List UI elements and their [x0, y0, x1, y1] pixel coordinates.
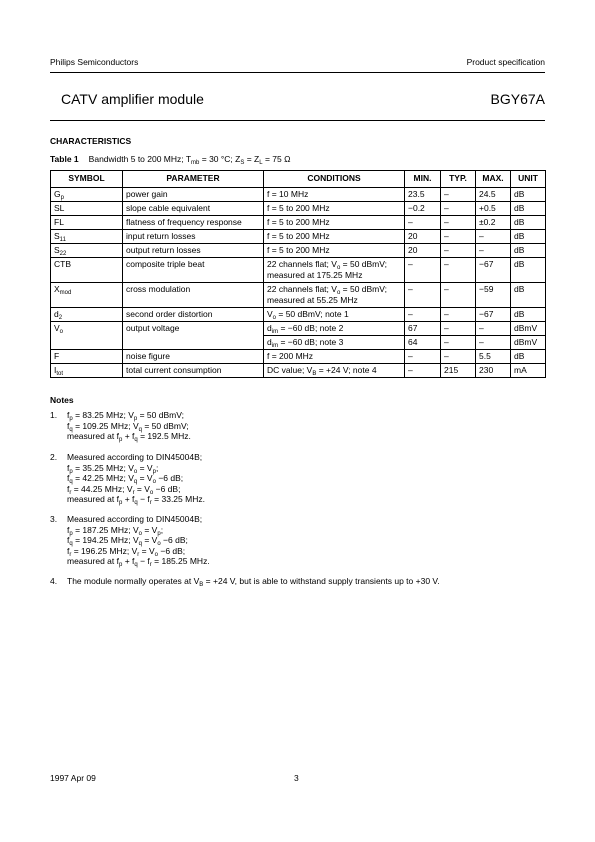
note-line: $f_r = 44.25$ MHz; $V_r = V_o -6$ dB;: [67, 483, 181, 496]
cell-symbol: CTB: [51, 258, 123, 283]
cell-min: 67: [405, 322, 441, 336]
note-body: [67, 410, 191, 442]
note-body: [67, 452, 205, 505]
cell-max: –: [476, 244, 511, 258]
note-line: The module normally operates at $V_B = +24$ V, but is able to withstand supply transients up to +30 V.: [67, 576, 440, 588]
cell-symbol: F: [51, 350, 123, 364]
cell-typ: –: [441, 258, 476, 283]
cell-typ: –: [441, 308, 476, 322]
subscript: r: [132, 489, 135, 496]
cell-unit: mA: [511, 364, 546, 378]
cell-symbol: $V_o$: [51, 322, 123, 336]
subscript: B: [199, 582, 204, 588]
cell-conditions: DC value; $V_B = +24$ V; note 4: [264, 364, 405, 378]
subscript: p: [69, 468, 73, 475]
cell-parameter: flatness of frequency response: [123, 216, 264, 230]
cell-parameter: composite triple beat: [123, 258, 264, 283]
cell-unit: dB: [511, 216, 546, 230]
cell-unit: dB: [511, 258, 546, 283]
note-line: Measured according to DIN45004B;: [67, 514, 203, 524]
cell-max: −67: [476, 258, 511, 283]
cell-unit: dBmV: [511, 322, 546, 336]
subscript: 22: [59, 251, 67, 257]
notes-title: Notes: [50, 395, 74, 405]
col-header: MIN.: [405, 171, 441, 188]
cell-parameter: slope cable equivalent: [123, 202, 264, 216]
subscript: q: [134, 562, 138, 568]
note-body: [67, 514, 210, 567]
cell-min: −0.2: [405, 202, 441, 216]
note-line: measured at $f_p + f_q - f_r = 185.25$ MHz.: [67, 556, 210, 568]
cell-max: –: [476, 336, 511, 350]
subscript: o: [154, 551, 158, 558]
cell-min: –: [405, 283, 441, 308]
cell-conditions: $V_o = 50$ dBmV; note 1: [264, 308, 405, 322]
subscript: o: [59, 329, 64, 335]
cell-conditions: 22 channels flat; $V_o = 50$ dBmV; measured at 175.25 MHz: [264, 258, 405, 283]
cell-max: −59: [476, 283, 511, 308]
subscript: q: [69, 541, 73, 547]
cell-max: –: [476, 322, 511, 336]
cell-conditions: f = 10 MHz: [264, 188, 405, 202]
cell-typ: –: [441, 244, 476, 258]
cell-typ: –: [441, 230, 476, 244]
cell-symbol: $G_p$: [51, 188, 123, 202]
table-row: [51, 258, 546, 283]
document-title: CATV amplifier module: [61, 91, 204, 107]
subscript: p: [118, 500, 123, 506]
subscript: r: [69, 551, 72, 558]
subscript: q: [69, 426, 73, 433]
cell-typ: 215: [441, 364, 476, 378]
cell-conditions: f = 5 to 200 MHz: [264, 244, 405, 258]
subscript: q: [138, 426, 142, 433]
note-item: [50, 452, 545, 505]
note-line: $f_q = 42.25$ MHz; $V_q = V_o -6$ dB;: [67, 473, 184, 485]
subscript: p: [118, 562, 123, 568]
cell-min: 64: [405, 336, 441, 350]
subscript: o: [133, 468, 138, 475]
cell-unit: dB: [511, 230, 546, 244]
cell-symbol: SL: [51, 202, 123, 216]
subscript: p: [152, 468, 156, 475]
cell-conditions: $d_{im} = -60$ dB; note 2: [264, 322, 405, 336]
cell-unit: dB: [511, 244, 546, 258]
cell-parameter: output voltage: [123, 322, 264, 336]
note-line: measured at $f_p + f_q = 192.5$ MHz.: [67, 431, 191, 443]
subscript: q: [134, 500, 138, 506]
cell-unit: dB: [511, 283, 546, 308]
document-type: Product specification: [466, 57, 545, 67]
characteristics-table: [50, 170, 546, 378]
table-row: [51, 216, 546, 230]
note-body: [67, 576, 440, 587]
subscript: q: [138, 541, 142, 547]
cell-min: 20: [405, 244, 441, 258]
col-header: SYMBOL: [51, 171, 123, 188]
cell-max: 24.5: [476, 188, 511, 202]
subscript: q: [133, 479, 138, 485]
cell-max: –: [476, 230, 511, 244]
cell-parameter: power gain: [123, 188, 264, 202]
cell-unit: dBmV: [511, 336, 546, 350]
cell-typ: –: [441, 283, 476, 308]
table-row: [51, 230, 546, 244]
page-number: 3: [294, 773, 299, 783]
cell-parameter: input return losses: [123, 230, 264, 244]
col-header: TYP.: [441, 171, 476, 188]
subscript: tot: [56, 371, 64, 377]
col-header: CONDITIONS: [264, 171, 405, 188]
cell-parameter: [123, 336, 264, 350]
subscript: im: [271, 343, 279, 349]
cell-parameter: noise figure: [123, 350, 264, 364]
cell-symbol: $S_{11}$: [51, 230, 123, 244]
section-title: CHARACTERISTICS: [50, 136, 132, 146]
note-item: [50, 514, 545, 567]
cell-conditions: f = 200 MHz: [264, 350, 405, 364]
cell-parameter: total current consumption: [123, 364, 264, 378]
caption-text: Bandwidth 5 to 200 MHz; $T_{mb} = 30$ °C; $Z_S = Z_L = 75$ Ω: [88, 154, 291, 166]
cell-conditions: $d_{im} = -60$ dB; note 3: [264, 336, 405, 350]
cell-symbol: $I_{tot}$: [51, 364, 123, 378]
col-header: MAX.: [476, 171, 511, 188]
subscript: p: [157, 530, 161, 537]
subscript: mb: [191, 160, 200, 166]
note-number: 1.: [50, 410, 58, 420]
cell-symbol: [51, 336, 123, 350]
subscript: o: [138, 530, 142, 537]
table-row: [51, 364, 546, 378]
subscript: p: [133, 416, 138, 422]
title-rule: [50, 120, 545, 121]
note-line: measured at $f_p + f_q - f_r = 33.25$ MHz.: [67, 494, 205, 506]
note-item: [50, 576, 545, 587]
cell-max: −67: [476, 308, 511, 322]
cell-min: 23.5: [405, 188, 441, 202]
cell-symbol: $X_{mod}$: [51, 283, 123, 308]
note-line: $f_p = 35.25$ MHz; $V_o = V_p$;: [67, 462, 159, 475]
cell-symbol: FL: [51, 216, 123, 230]
col-header: UNIT: [511, 171, 546, 188]
cell-unit: dB: [511, 202, 546, 216]
note-line: $f_r = 196.25$ MHz; $V_r = V_o -6$ dB;: [67, 545, 186, 558]
table-row: [51, 350, 546, 364]
subscript: B: [312, 371, 317, 377]
cell-symbol: $d_2$: [51, 308, 123, 322]
subscript: p: [69, 416, 73, 422]
subscript: S: [240, 160, 245, 166]
note-line: $f_q = 194.25$ MHz; $V_q = V_o -6$ dB;: [67, 535, 188, 547]
table-label: Table 1: [50, 154, 79, 164]
subscript: p: [69, 530, 73, 537]
subscript: im: [271, 329, 279, 335]
subscript: o: [336, 265, 341, 271]
company-name: Philips Semiconductors: [50, 57, 139, 67]
cell-unit: dB: [511, 308, 546, 322]
note-line: $f_q = 109.25$ MHz; $V_q = 50$ dBmV;: [67, 420, 189, 433]
subscript: q: [134, 437, 138, 443]
note-number: 3.: [50, 514, 58, 524]
cell-typ: –: [441, 202, 476, 216]
subscript: p: [118, 437, 123, 443]
subscript: o: [272, 315, 277, 321]
note-number: 4.: [50, 576, 58, 586]
table-row: [51, 202, 546, 216]
subscript: 2: [58, 315, 63, 321]
cell-max: 5.5: [476, 350, 511, 364]
cell-max: 230: [476, 364, 511, 378]
cell-conditions: f = 5 to 200 MHz: [264, 216, 405, 230]
subscript: o: [157, 541, 161, 547]
note-line: Measured according to DIN45004B;: [67, 452, 203, 462]
subscript: 11: [59, 237, 66, 243]
cell-conditions: f = 5 to 200 MHz: [264, 230, 405, 244]
cell-unit: dB: [511, 350, 546, 364]
subscript: r: [149, 500, 152, 506]
subscript: q: [69, 479, 73, 485]
subscript: L: [259, 160, 263, 166]
subscript: p: [60, 195, 64, 201]
cell-min: –: [405, 364, 441, 378]
note-line: $f_p = 187.25$ MHz; $V_o = V_p$;: [67, 524, 164, 537]
subscript: o: [149, 489, 154, 496]
header-rule: [50, 72, 545, 73]
subscript: mod: [59, 290, 72, 296]
cell-typ: –: [441, 336, 476, 350]
cell-parameter: cross modulation: [123, 283, 264, 308]
cell-unit: dB: [511, 188, 546, 202]
footer-date: 1997 Apr 09: [50, 773, 96, 783]
subscript: r: [137, 551, 140, 558]
note-number: 2.: [50, 452, 58, 462]
cell-typ: –: [441, 350, 476, 364]
subscript: r: [69, 489, 72, 496]
table-row: [51, 244, 546, 258]
subscript: r: [149, 562, 152, 568]
note-item: [50, 410, 545, 442]
cell-max: +0.5: [476, 202, 511, 216]
col-header: PARAMETER: [123, 171, 264, 188]
cell-min: –: [405, 258, 441, 283]
subscript: o: [336, 290, 341, 296]
table-row: [51, 283, 546, 308]
cell-symbol: $S_{22}$: [51, 244, 123, 258]
table-row: [51, 308, 546, 322]
cell-typ: –: [441, 188, 476, 202]
table-caption: [50, 154, 290, 164]
cell-min: 20: [405, 230, 441, 244]
cell-max: ±0.2: [476, 216, 511, 230]
table-header-row: [51, 171, 546, 188]
table-row: [51, 322, 546, 336]
cell-min: –: [405, 350, 441, 364]
cell-conditions: f = 5 to 200 MHz: [264, 202, 405, 216]
table-row: [51, 336, 546, 350]
cell-conditions: 22 channels flat; $V_o = 50$ dBmV; measured at 55.25 MHz: [264, 283, 405, 308]
part-number: BGY67A: [490, 91, 545, 107]
table-row: [51, 188, 546, 202]
cell-typ: –: [441, 216, 476, 230]
cell-parameter: output return losses: [123, 244, 264, 258]
note-line: $f_p = 83.25$ MHz; $V_p = 50$ dBmV;: [67, 410, 184, 422]
cell-min: –: [405, 216, 441, 230]
subscript: o: [152, 479, 156, 485]
cell-typ: –: [441, 322, 476, 336]
cell-parameter: second order distortion: [123, 308, 264, 322]
cell-min: –: [405, 308, 441, 322]
